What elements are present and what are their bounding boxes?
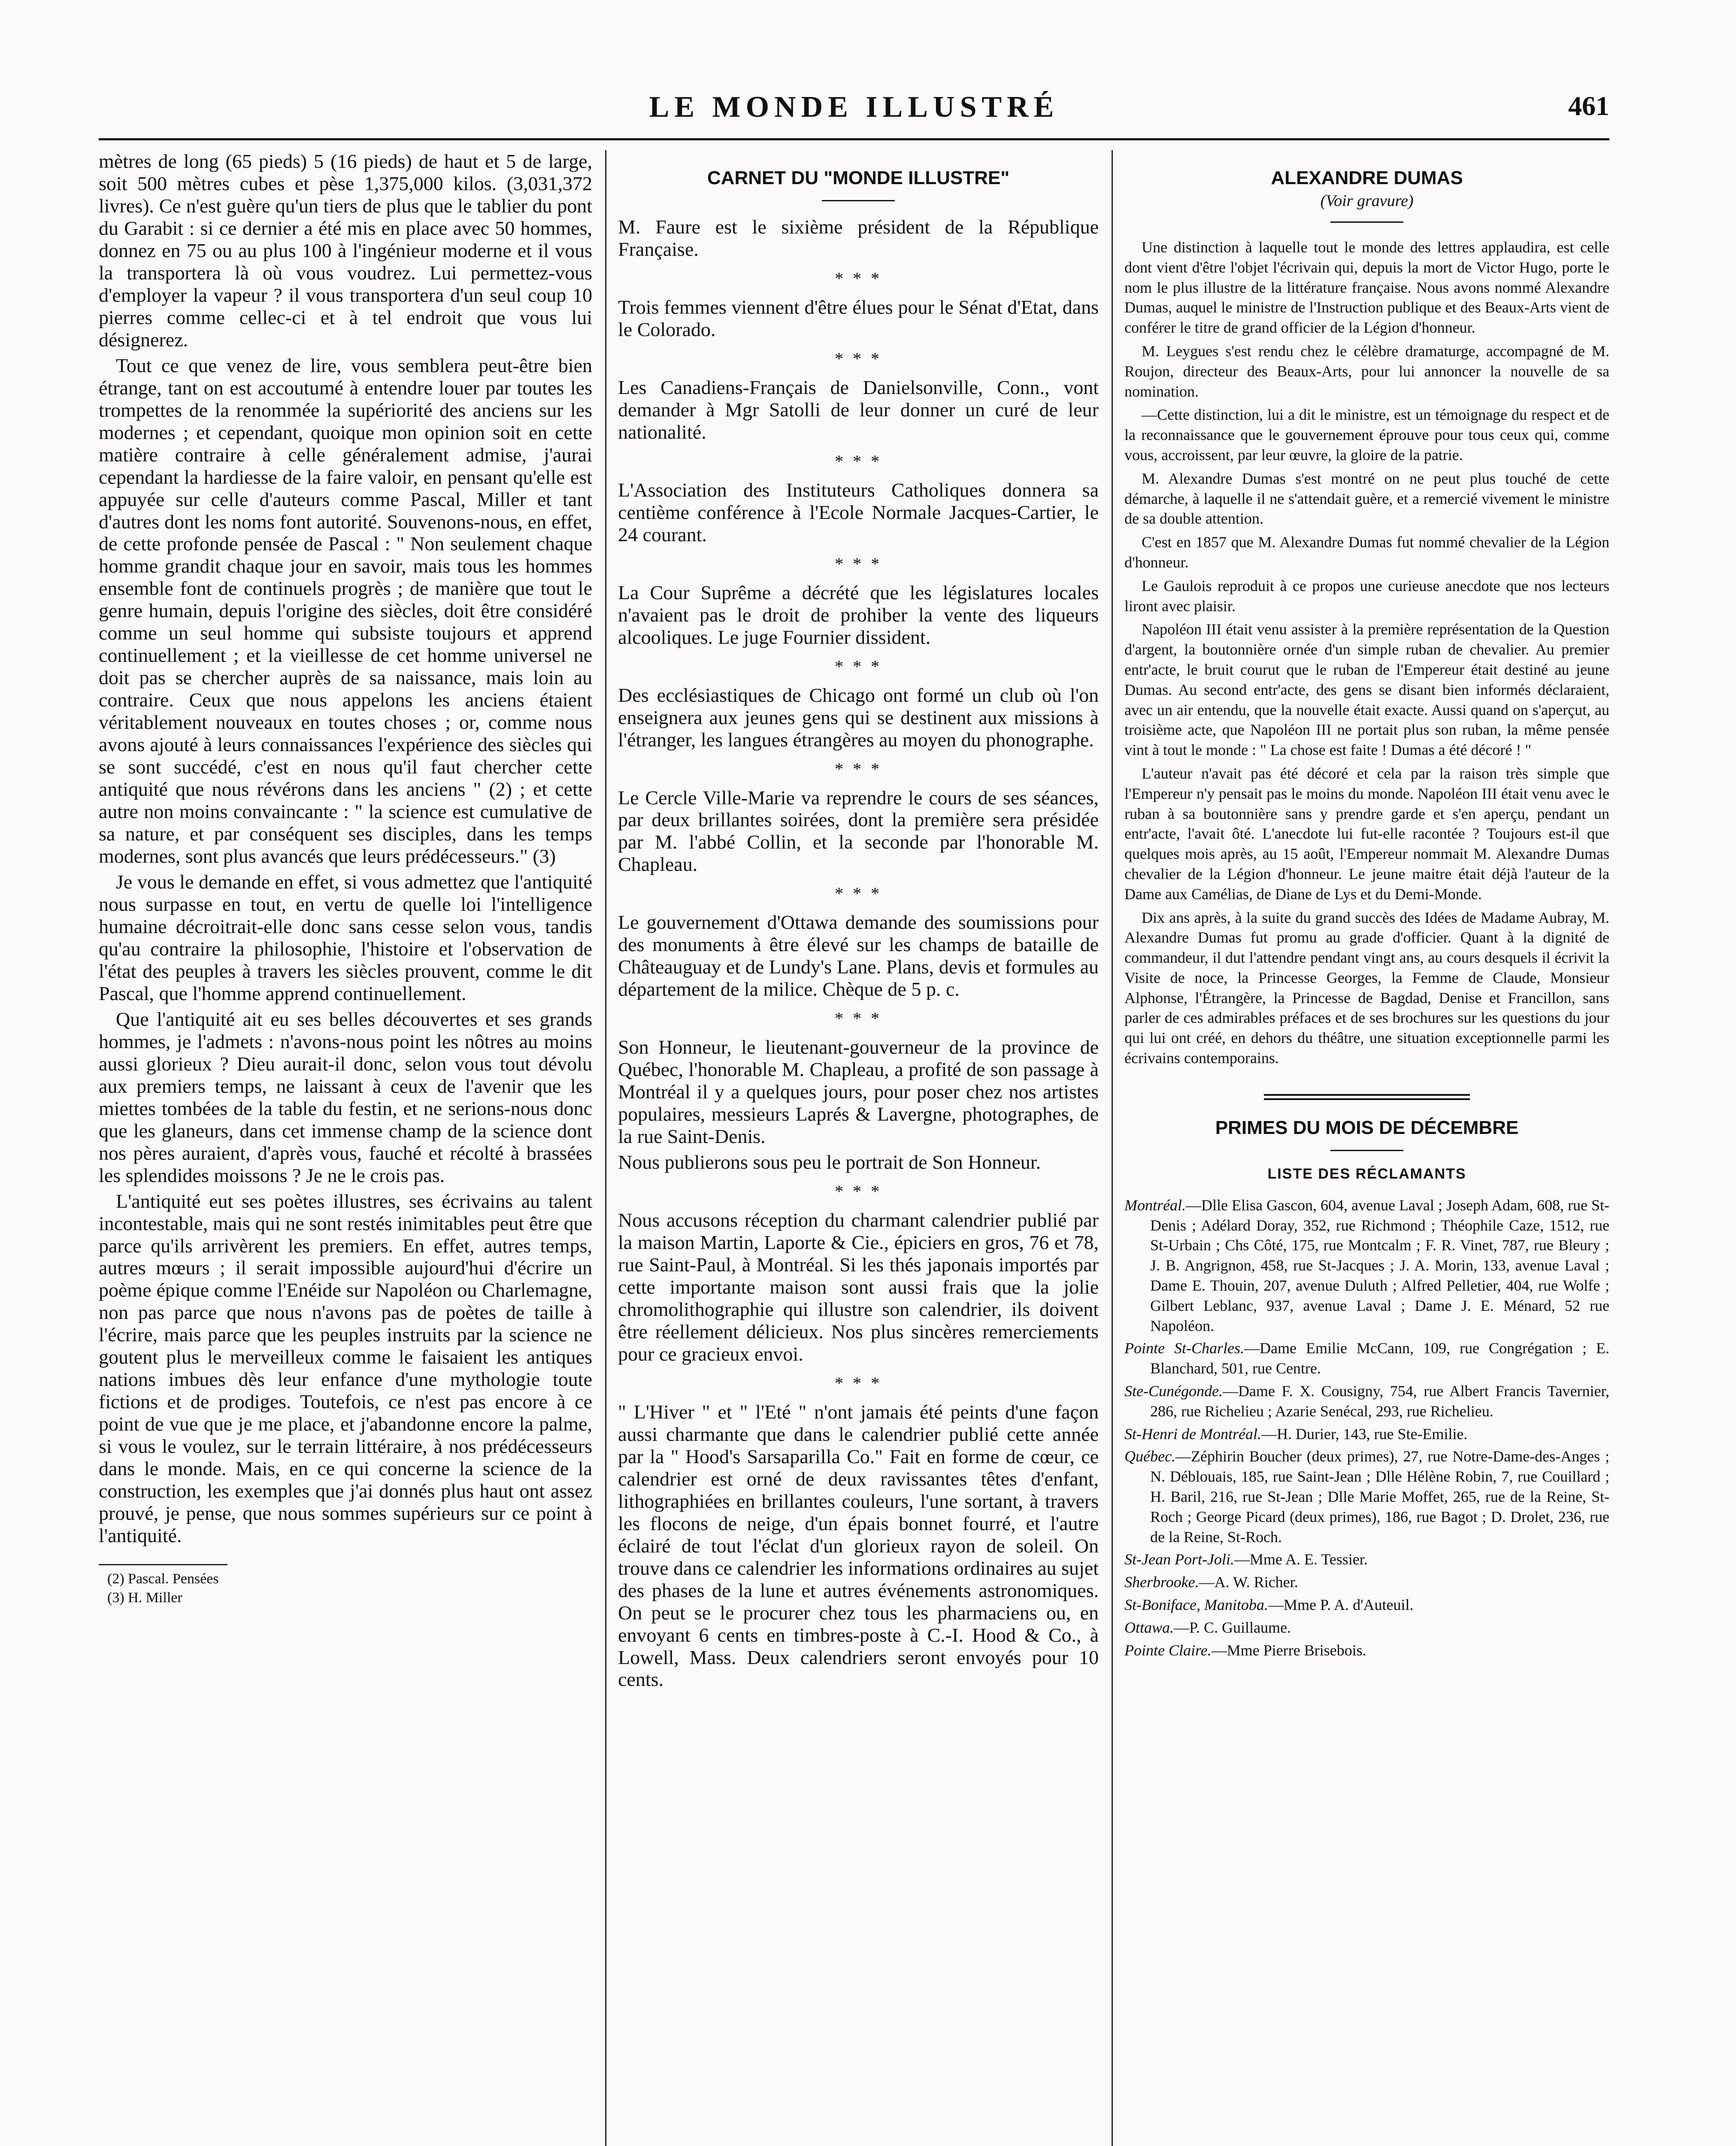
claimant-names: —Zéphirin Boucher (deux primes), 27, rue Notre-Dame-des-Anges ; N. Déblouais, 185, rue Saint-Jean ; Dlle Hélène Robin, 7, rue Couillard ; H. Baril, 216, rue St-Jean ; Dlle Marie Moffet, 265, rue de la Reine, St-Roch ; George Picard (deux primes), 186, rue Bagot ; D. Drolet, 236, rue de la Reine, St-Roch. xyxy=(1150,1448,1609,1546)
carnet-item: Les Canadiens-Français de Danielsonville, Conn., vont demander à Mgr Satolli de leur donner un curé de leur nationalité. xyxy=(618,376,1099,443)
claimant-names: —Mme P. A. d'Auteuil. xyxy=(1268,1596,1414,1614)
carnet-item: La Cour Suprême a décrété que les législatures locales n'avaient pas le droit de prohiber la vente des liqueurs alcooliques. Le juge Fournier dissident. xyxy=(618,581,1099,648)
footnote: (2) Pascal. Pensées xyxy=(107,1571,219,1587)
list-title: LISTE DES RÉCLAMANTS xyxy=(1267,1165,1466,1182)
dumas-paragraph: L'auteur n'avait pas été décoré et cela par la raison très simple que l'Empereur n'y pensait pas le moins du monde. Napoléon III était venu avec le ruban à sa boutonnière sans y prendre garde et s'en aperçu, pendant un entr'acte, l'avait ôté. L'anecdote lui fut-elle racontée ? Toujours est-il que quelques mois après, au 15 août, l'Empereur nommait M. Alexandre Dumas chevalier de la Légion d'honneur. Le jeune maitre était déjà l'auteur de la Dame aux Camélias, de Diane de Lys et du Demi-Monde. xyxy=(1124,764,1609,903)
carnet-item: Trois femmes viennent d'être élues pour le Sénat d'Etat, dans le Colorado. xyxy=(618,296,1099,340)
separator-stars: * * * xyxy=(835,656,882,676)
carnet-item: " L'Hiver " et " l'Eté " n'ont jamais été peints d'une façon aussi charmante que dans le calendrier publié cette année par la " Hood's Sarsaparilla Co." Fait en forme de cœur, ce calendrier est orné de deux ravissantes têtes d'enfant, lithographiées en brillantes couleurs, l'une sortant, à travers les flocons de neige, d'un épais bonnet fourré, et l'autre éclairé de tout l'éclat d'un glorieux rayon de soleil. On trouve dans ce calendrier les informations ordinaires au sujet des phases de la lune et autres événements astronomiques. On peut se le procurer chez tous les pharmaciens ou, en envoyant 6 cents en timbres-poste à C.-I. Hood & Co., à Lowell, Mass. Deux calendriers seront envoyés pour 10 cents. xyxy=(618,1400,1099,1691)
carnet-item: Nous accusons réception du charmant calendrier publié par la maison Martin, Laporte & Cie., épiciers en gros, 76 et 78, rue Saint-Paul, à Montréal. Si les thés japonais importés par cette importante maison sont aussi frais que la jolie chromolithographie qui illustre son calendrier, ils doivent être réellement délicieux. Nos plus sincères remerciements pour ce gracieux envoi. xyxy=(618,1209,1099,1365)
section-rule xyxy=(1264,1094,1470,1100)
claimant-entry xyxy=(1124,1595,1609,1615)
separator-stars: * * * xyxy=(835,268,882,288)
essay-paragraph: Que l'antiquité ait eu ses belles découvertes et ses grands hommes, je l'admets : n'avons-nous point les nôtres au moins aussi glorieux ? Dieu aurait-il donc, selon vous tout dévolu aux premiers temps, ne laissant à ceux de l'avenir que les miettes tombées de la table du festin, et ne serions-nous donc que les glaneurs, dans cet immense champ de la science dont nos pères auraient, d'après vous, fauché et récolté à brassées les splendides moissons ? Je ne le crois pas. xyxy=(99,1008,592,1186)
title-rule xyxy=(1330,221,1403,223)
claimant-place: Ste-Cunégonde. xyxy=(1124,1382,1223,1400)
claimant-entry xyxy=(1124,1381,1609,1422)
claimant-entry xyxy=(1124,1640,1609,1661)
essay-paragraph: Je vous le demande en effet, si vous admettez que l'antiquité nous surpasse en tout, en vertu de quelle loi l'intelligence humaine décroitrait-elle donc sans cesse selon vous, tandis qu'au contraire la philosophie, l'histoire et l'observation de l'état des peuples à travers les siècles prouvent, comme le dit Pascal, que l'homme apprend continuellement. xyxy=(99,871,592,1004)
claimant-place: Québec. xyxy=(1124,1448,1176,1465)
footnote: (3) H. Miller xyxy=(107,1590,182,1606)
dumas-paragraph: M. Leygues s'est rendu chez le célèbre dramaturge, accompagné de M. Roujon, directeur des Beaux-Arts, pour lui annoncer la nouvelle de sa nomination. xyxy=(1124,342,1609,400)
carnet-item: Des ecclésiastiques de Chicago ont formé un club où l'on enseignera aux jeunes gens qui se destinent aux missions à l'étranger, les langues étrangères au moyen du phonographe. xyxy=(618,684,1099,751)
claimant-names: —Mme A. E. Tessier. xyxy=(1234,1551,1368,1568)
column-divider-1 xyxy=(605,150,606,2146)
claimant-entry xyxy=(1124,1572,1609,1592)
claimant-entry xyxy=(1124,1424,1609,1444)
column-divider-2 xyxy=(1112,150,1113,2146)
dumas-subtitle: (Voir gravure) xyxy=(1320,192,1414,210)
claimant-place: St-Henri de Montréal. xyxy=(1124,1425,1261,1443)
dumas-title: ALEXANDRE DUMAS xyxy=(1271,167,1463,188)
carnet-item: Son Honneur, le lieutenant-gouverneur de la province de Québec, l'honorable M. Chapleau, a profité de son passage à Montréal il y a quelques jours, pour poser chez nos artistes populaires, messieurs Laprés & Lavergne, photographes, de la rue Saint-Denis. xyxy=(618,1036,1099,1148)
separator-stars: * * * xyxy=(835,884,882,903)
separator-stars: * * * xyxy=(835,349,882,368)
claimant-place: Pointe St-Charles. xyxy=(1124,1340,1244,1357)
dumas-paragraph: Napoléon III était venu assister à la première représentation de la Question d'argent, la boutonnière ornée d'un simple ruban de chevalier. Au premier entr'acte, le bruit courut que le ruban de l'Empereur était destiné au jeune Dumas. Au second entr'acte, des gens se disant bien informés déclaraient, avec un air entendu, que la nouvelle était exacte. Aussi quand on s'aperçut, au troisième acte, que Napoléon III ne portait plus son ruban, la même pensée vint à tout le monde : " La chose est faite ! Dumas a été décoré ! " xyxy=(1124,621,1609,759)
carnet-item: Le gouvernement d'Ottawa demande des soumissions pour des monuments à être élevé sur les champs de bataille de Châteauguay et de Lundy's Lane. Plans, devis et formules au département de la milice. Chèque de 5 p. c. xyxy=(618,911,1099,1000)
carnet-title: CARNET DU "MONDE ILLUSTRE" xyxy=(707,167,1010,188)
title-rule xyxy=(1330,1150,1403,1151)
separator-stars: * * * xyxy=(835,1373,882,1393)
dumas-paragraph: —Cette distinction, lui a dit le ministre, est un témoignage du respect et de la reconnaissance que le gouvernement éprouve pour tous ceux qui, comme vous, accroissent, par leur œuvre, la gloire de la patrie. xyxy=(1124,406,1609,464)
dumas-paragraph: C'est en 1857 que M. Alexandre Dumas fut nommé chevalier de la Légion d'honneur. xyxy=(1124,533,1609,571)
column-carnet xyxy=(618,150,1099,2146)
dumas-paragraph: Une distinction à laquelle tout le monde des lettres applaudira, est celle dont vient d'être l'objet l'écrivain qui, depuis la mort de Victor Hugo, porte le nom le plus illustre de la littérature française. Nous avons nommé Alexandre Dumas, auquel le ministre de l'Instruction publique et des Beaux-Arts vient de conférer le titre de grand officier de la Légion d'honneur. xyxy=(1124,239,1609,336)
claimant-names: —Dlle Elisa Gascon, 604, avenue Laval ; Joseph Adam, 608, rue St-Denis ; Adélard Doray, 352, rue Richmond ; Théophile Caze, 1512, rue St-Urbain ; Chs Côté, 175, rue Montcalm ; F. R. Vinet, 787, rue Bleury ; J. B. Angrignon, 458, rue St-Jacques ; J. A. Morin, 133, avenue Laval ; Dame E. Thouin, 207, avenue Duluth ; Alfred Pelletier, 404, rue Wolfe ; Gilbert Leblanc, 937, avenue Laval ; Dame J. E. Ménard, 52 rue Napoléon. xyxy=(1150,1196,1609,1334)
claimants-list xyxy=(1124,1195,1609,1661)
claimant-entry xyxy=(1124,1195,1609,1336)
masthead: LE MONDE ILLUSTRÉ xyxy=(649,91,1059,124)
claimant-names: —A. W. Richer. xyxy=(1199,1573,1298,1591)
column-dumas xyxy=(1124,150,1609,2146)
essay-paragraph: L'antiquité eut ses poètes illustres, ses écrivains au talent incontestable, mais qui ne sont restés inimitables peut être que parce qu'ils arrivèrent les premiers. En effet, autres temps, autres mœurs ; il serait impossible aujourd'hui d'écrire un poème épique comme l'Enéide sur Napoléon ou Charlemagne, non pas parce que nous n'avons pas de poètes de taille à l'écrire, mais parce que les peuples instruits par la science ne goutent plus le merveilleux comme le faisaient les antiques nations imbues dès leur enfance d'une mythologie toute fictions et de prodiges. Toutefois, ce n'est pas encore à ce point de vue que je me place, et j'abandonne encore la palme, si vous le voulez, sur le terrain littéraire, à nos prédécesseurs dans le monde. Mais, en ce qui concerne la science de la construction, les exemples que j'ai donnés plus haut ont assez prouvé, je pense, que nous sommes supérieurs sur ce point à l'antiquité. xyxy=(99,1190,592,1547)
claimant-place: St-Jean Port-Joli. xyxy=(1124,1551,1234,1568)
claimant-names: —P. C. Guillaume. xyxy=(1174,1619,1291,1636)
essay-paragraph: mètres de long (65 pieds) 5 (16 pieds) de haut et 5 de large, soit 500 mètres cubes et pèse 1,375,000 kilos. (3,031,372 livres). Ce n'est guère qu'un tiers de plus que le tablier du pont du Garabit : si ce dernier a été mis en place avec 50 hommes, donnez en 75 ou au plus 100 à l'ingénieur moderne et il vous la transportera là où vous voudrez. Lui permettez-vous d'employer la vapeur ? il vous transportera d'un seul coup 10 pierres comme cellec-ci et à tel endroit que vous lui désignerez. xyxy=(99,150,592,351)
claimant-entry xyxy=(1124,1446,1609,1547)
essay-paragraph: Tout ce que venez de lire, vous semblera peut-être bien étrange, tant on est accoutumé à entendre louer par toutes les trompettes de la renommée la supériorité des anciens sur les modernes ; et cependant, quoique mon opinion soit en cette matière contraire à celle généralement admise, j'aurai cependant la hardiesse de la faire valoir, en pensant qu'elle est appuyée sur celle d'auteurs comme Pascal, Miller et tant d'autres dont les noms font autorité. Souvenons-nous, en effet, de cette profonde pensée de Pascal : " Non seulement chaque homme grandit chaque jour en savoir, mais tous les hommes ensemble font de continuels progrès ; de manière que tout le genre humain, depuis l'origine des siècles, doit être considéré comme un seul homme qui subsiste toujours et apprend continuellement ; et la vieillesse de cet homme universel ne doit pas se chercher auprès de sa naissance, mais loin au contraire. Ceux que nous appelons les anciens étaient véritablement nouveaux en toutes choses ; or, comme nous avons ajouté à leurs connaissances l'expérience des siècles qui se sont succédé, c'est en nous qu'il faut chercher cette antiquité que nous révérons dans les anciens " (2) ; et cette autre non moins convaincante : " la science est cumulative de sa nature, et par conséquent ses disciples, dans les temps modernes, sont plus avancés que leurs prédécesseurs." (3) xyxy=(99,354,592,867)
claimant-entry xyxy=(1124,1618,1609,1638)
column-essay xyxy=(99,150,592,2146)
separator-stars: * * * xyxy=(835,451,882,471)
page-header xyxy=(99,90,1609,137)
primes-title: PRIMES DU MOIS DE DÉCEMBRE xyxy=(1215,1117,1519,1138)
claimant-names: —Dame Emilie McCann, 109, rue Congrégation ; E. Blanchard, 501, rue Centre. xyxy=(1150,1340,1609,1377)
claimant-entry xyxy=(1124,1338,1609,1379)
dumas-paragraph: M. Alexandre Dumas s'est montré on ne peut plus touché de cette démarche, à laquelle il ne s'attendait guère, et a remercié vivement le ministre de sa double attention. xyxy=(1124,470,1609,527)
separator-stars: * * * xyxy=(835,554,882,573)
separator-stars: * * * xyxy=(835,1182,882,1201)
separator-stars: * * * xyxy=(835,759,882,779)
footnotes xyxy=(99,1564,227,1607)
claimant-names: —Mme Pierre Brisebois. xyxy=(1211,1641,1366,1659)
separator-stars: * * * xyxy=(835,1009,882,1028)
title-rule xyxy=(822,200,895,201)
claimant-names: —H. Durier, 143, rue Ste-Emilie. xyxy=(1261,1425,1468,1443)
claimant-place: Montréal. xyxy=(1124,1196,1186,1214)
claimant-place: Ottawa. xyxy=(1124,1619,1174,1636)
claimant-place: Sherbrooke. xyxy=(1124,1573,1199,1591)
claimant-place: St-Boniface, Manitoba. xyxy=(1124,1596,1268,1614)
carnet-item: Nous publierons sous peu le portrait de Son Honneur. xyxy=(618,1151,1041,1173)
claimant-names: —Dame F. X. Cousigny, 754, rue Albert Francis Tavernier, 286, rue Richelieu ; Azarie Senécal, 293, rue Richelieu. xyxy=(1150,1382,1609,1420)
header-rule xyxy=(99,138,1609,140)
dumas-paragraph: Le Gaulois reproduit à ce propos une curieuse anecdote que nos lecteurs liront avec plaisir. xyxy=(1124,577,1609,615)
dumas-paragraph: Dix ans après, à la suite du grand succès des Idées de Madame Aubray, M. Alexandre Dumas fut promu au grade d'officier. Quant à la dignité de commandeur, il dut l'attendre pendant vingt ans, au cours desquels il écrivit la Visite de noce, la Princesse Georges, la Femme de Claude, Monsieur Alphonse, l'Étrangère, la Princesse de Bagdad, Denise et Francillon, sans parler de ces admirables préfaces et de ses brochures sur les questions du jour qui lui ont créé, en dehors du théâtre, une situation exceptionnelle parmi les écrivains contemporains. xyxy=(1124,909,1609,1067)
page-number: 461 xyxy=(1568,91,1609,121)
carnet-item: L'Association des Instituteurs Catholiques donnera sa centième conférence à l'Ecole Normale Jacques-Cartier, le 24 courant. xyxy=(618,479,1099,546)
carnet-item: Le Cercle Ville-Marie va reprendre le cours de ses séances, par deux brillantes soirées, dont la première sera présidée par M. l'abbé Collin, et la seconde par l'honorable M. Chapleau. xyxy=(618,786,1099,876)
claimant-entry xyxy=(1124,1549,1609,1570)
claimant-place: Pointe Claire. xyxy=(1124,1641,1212,1659)
carnet-item: M. Faure est le sixième président de la République Française. xyxy=(618,216,1099,260)
